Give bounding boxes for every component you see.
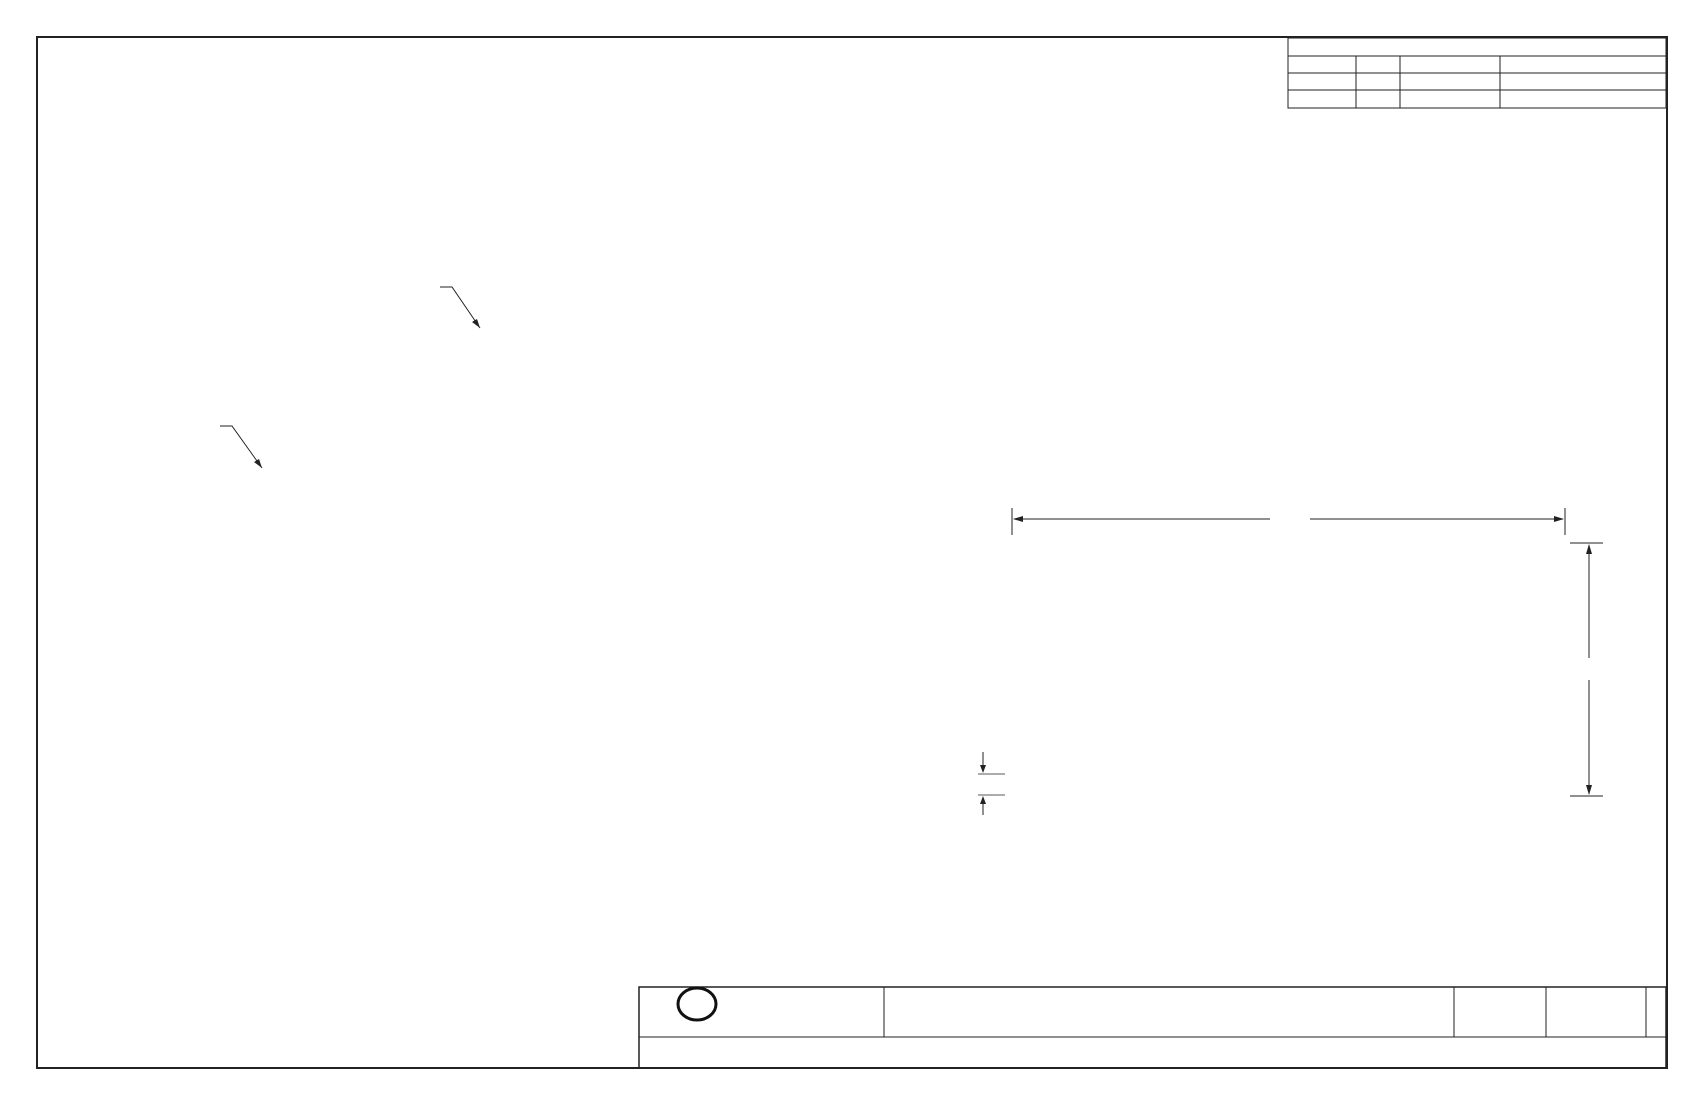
dim-arrow: [980, 796, 986, 804]
dim-arrow: [1586, 544, 1592, 554]
callout-arrowhead: [254, 459, 262, 468]
sheet-border: [37, 37, 1667, 1068]
dim-arrow: [1013, 516, 1023, 522]
bom-table: [1288, 38, 1666, 108]
dim-arrow: [980, 765, 986, 773]
callout-arrowhead: [472, 319, 480, 328]
dim-arrow: [1554, 516, 1564, 522]
title-block: [639, 987, 1666, 1068]
dim-arrow: [1586, 785, 1592, 795]
armstrong-logo: [678, 988, 716, 1020]
